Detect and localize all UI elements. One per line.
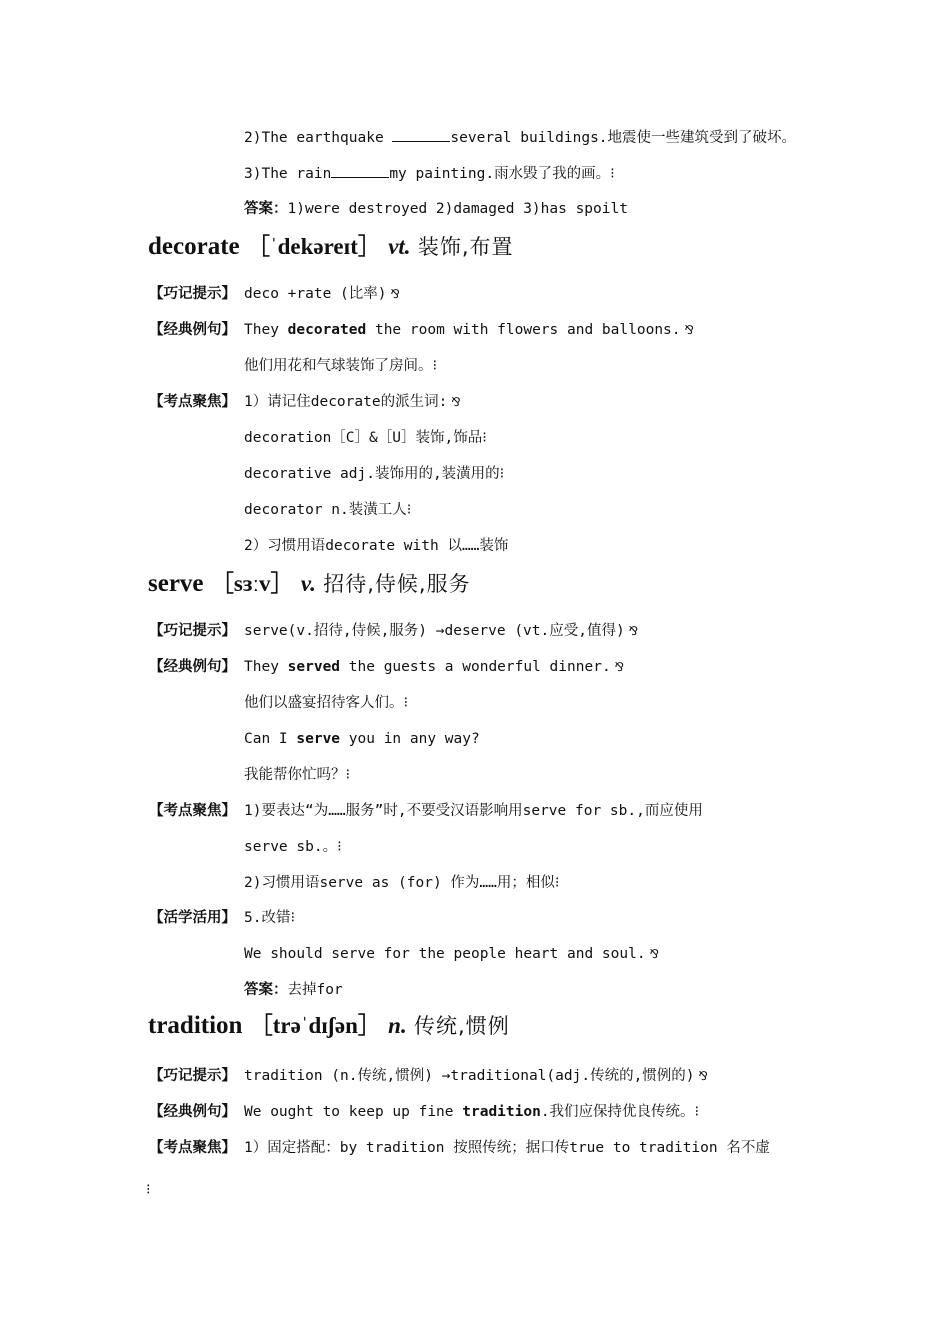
- serve-tip: serve(v.招待,侍候,服务) →deserve (vt.应受,值得) ⅋: [244, 623, 639, 639]
- serve-example-1-cn: 他们以盛宴招待客人们。⁝: [244, 695, 409, 711]
- label-focus: 【考点聚焦】: [149, 394, 236, 410]
- marker-icon: ⅋: [614, 660, 625, 674]
- label-example: 【经典例句】: [149, 1104, 236, 1120]
- serve-example-1: They served the guests a wonderful dinner. ⅋: [244, 659, 625, 675]
- label-focus: 【考点聚焦】: [149, 803, 236, 819]
- decorate-example-cn: 他们用花和气球装饰了房间。⁝: [244, 358, 438, 374]
- label-tip: 【巧记提示】: [149, 623, 236, 639]
- marker-icon: ⅋: [390, 287, 400, 301]
- marker-icon: ⅋: [628, 624, 639, 638]
- headword-serve: serve ［sɜːv］ v. 招待,侍候,服务: [148, 570, 471, 597]
- headword-tradition: tradition ［trəˈdɪʃən］ n. 传统,惯例: [148, 1012, 510, 1039]
- serve-example-2-cn: 我能帮你忙吗？⁝: [244, 767, 351, 783]
- decorate-focus-5: 2）习惯用语decorate with 以……装饰: [244, 538, 509, 554]
- fill-blank: [331, 163, 389, 178]
- serve-answer: 答案：去掉for: [244, 982, 343, 998]
- answer-line: 答案：1)were destroyed 2)damaged 3)has spoilt: [244, 201, 628, 217]
- fill-blank: [392, 127, 450, 142]
- label-tip: 【巧记提示】: [149, 1068, 236, 1084]
- serve-practice-2: We should serve for the people heart and soul. ⅋: [244, 946, 659, 962]
- tradition-tail: ⁝: [146, 1182, 151, 1198]
- tradition-focus-1: 1）固定搭配：by tradition 按照传统；据口传true to tradition 名不虚: [244, 1140, 770, 1156]
- label-focus: 【考点聚焦】: [149, 1140, 236, 1156]
- exercise-line-3: 3)The rain my painting.雨水毁了我的画。⁝: [244, 163, 615, 184]
- decorate-example: They decorated the room with flowers and balloons. ⅋: [244, 322, 694, 338]
- decorate-focus-3: decorative adj.装饰用的,装潢用的⁝: [244, 466, 505, 482]
- headword-decorate: decorate ［ˈdekəreɪt］ vt. 装饰,布置: [148, 233, 514, 260]
- marker-icon: ⅋: [451, 395, 461, 409]
- label-example: 【经典例句】: [149, 659, 236, 675]
- decorate-focus-4: decorator n.装潢工人⁝: [244, 502, 412, 518]
- serve-example-2: Can I serve you in any way?: [244, 731, 480, 747]
- marker-icon: ⅋: [684, 323, 694, 337]
- serve-focus-2: 2)习惯用语serve as (for) 作为……用；相似⁝: [244, 875, 560, 891]
- marker-icon: ⅋: [698, 1069, 708, 1083]
- decorate-tip: deco +rate (比率) ⅋: [244, 286, 400, 302]
- decorate-focus-2: decoration［C］&［U］装饰,饰品⁝: [244, 430, 487, 446]
- marker-icon: ⅋: [649, 947, 659, 961]
- label-practice: 【活学活用】: [149, 910, 236, 926]
- serve-focus-1: 1)要表达“为……服务”时,不要受汉语影响用serve for sb.,而应使用: [244, 803, 703, 819]
- label-example: 【经典例句】: [149, 322, 236, 338]
- tradition-example: We ought to keep up fine tradition.我们应保持优良传统。⁝: [244, 1104, 700, 1120]
- serve-focus-1b: serve sb.。⁝: [244, 839, 342, 855]
- label-tip: 【巧记提示】: [149, 286, 236, 302]
- tradition-tip: tradition (n.传统,惯例) →traditional(adj.传统的,惯例的) ⅋: [244, 1068, 708, 1084]
- exercise-line-2: 2)The earthquake several buildings.地震使一些建筑受到了破坏。: [244, 127, 796, 148]
- serve-practice-1: 5.改错⁝: [244, 910, 296, 926]
- decorate-focus-1: 1）请记住decorate的派生词: ⅋: [244, 394, 461, 410]
